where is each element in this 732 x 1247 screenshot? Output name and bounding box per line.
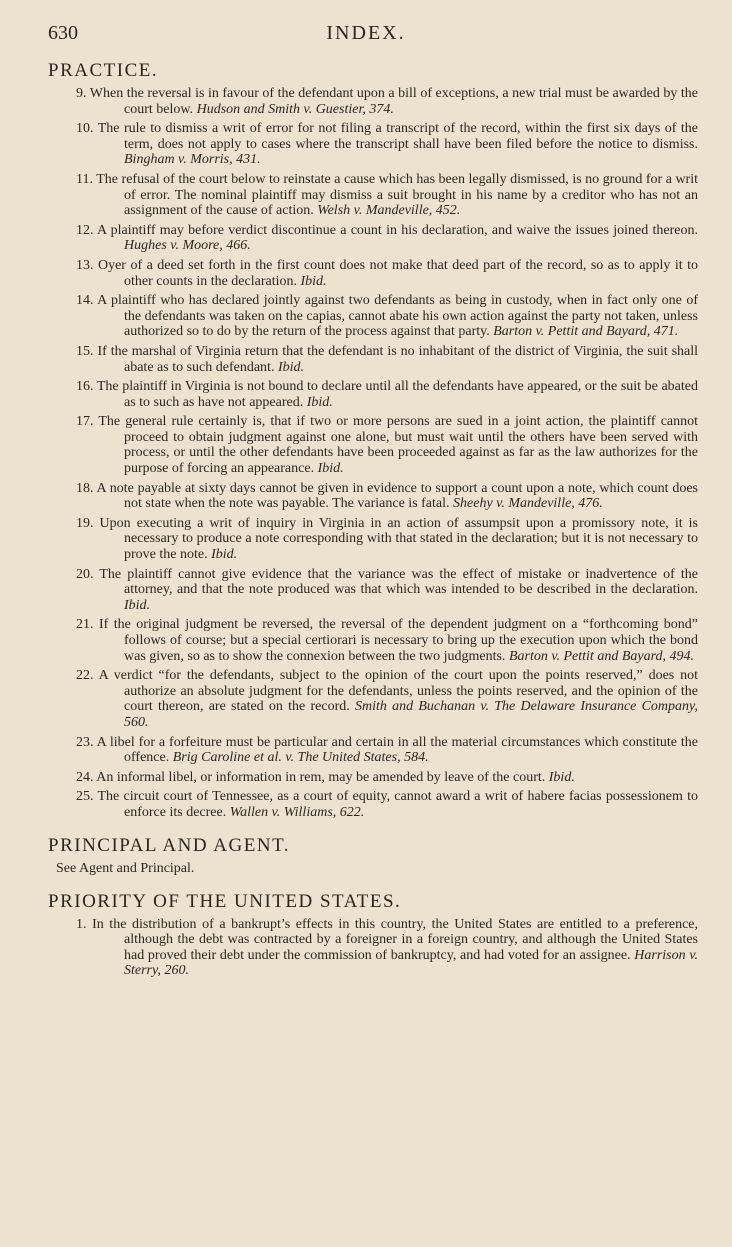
entry-citation: Ibid. [317, 461, 344, 477]
entry-citation: Wallen v. Williams, 622. [229, 804, 365, 820]
index-entry [48, 121, 698, 168]
page-number: 630 [48, 22, 78, 44]
entry-text: Upon executing a writ of inquiry in Virginia in an action of assumpsit upon a promissory note, it is necessary to produce a note corresponding with that stated in the declaration; but it is not necessary to prove the note. [99, 515, 699, 563]
entry-citation: Brig Caroline et al. v. The United States, 584. [172, 750, 429, 766]
index-entry [48, 735, 698, 766]
entry-text: Oyer of a deed set forth in the first count does not make that deed part of the record, so as to apply it to other counts in the declaration. [97, 257, 698, 289]
entry-citation: Ibid. [277, 359, 305, 375]
entry-citation: Ibid. [211, 547, 238, 563]
entry-citation: Hughes v. Moore, 466. [124, 238, 251, 254]
entry-number: 11. [76, 171, 93, 187]
entry-citation: Bingham v. Morris, 431. [124, 152, 261, 168]
entry-text: When the reversal is in favour of the defendant upon a bill of exceptions, a new trial must be awarded by the court below. [89, 86, 699, 117]
entry-number: 24. [76, 769, 94, 785]
entry-number: 25. [76, 789, 94, 805]
entry-number: 16. [76, 379, 94, 395]
entry-number: 9. [76, 86, 87, 101]
entry-citation: Hudson and Smith v. Guestier, 374. [196, 101, 394, 117]
entry-number: 1. [76, 916, 87, 932]
entry-number: 13. [76, 257, 94, 273]
entry-citation: Ibid. [306, 394, 333, 410]
index-entry [48, 414, 698, 476]
entry-citation: Barton v. Pettit and Bayard, 494. [508, 648, 695, 664]
index-entry [48, 86, 698, 117]
entry-number: 19. [76, 515, 94, 531]
entry-number: 18. [76, 480, 94, 496]
entry-text: If the original judgment be reversed, the reversal of the dependent judgment on a “forthcoming bond” follows of course; but a special certiorari is necessary to bring up the execution upon which the bond was given, so as to show the connexion between the two judgments. [98, 617, 699, 664]
index-entry [48, 770, 698, 786]
index-entry [48, 617, 698, 664]
entry-number: 17. [76, 414, 94, 430]
entry-citation: Barton v. Pettit and Bayard, 471. [493, 324, 679, 340]
entry-text: A plaintiff may before verdict discontinue a count in his declaration, and waive the issues joined thereon. [97, 222, 698, 238]
section-heading: PRINCIPAL AND AGENT. [48, 834, 291, 856]
index-entry [48, 258, 698, 289]
entry-citation: Ibid. [548, 769, 575, 785]
entry-citation: Harrison v. Sterry, 260. [124, 947, 698, 979]
entry-text: A libel for a forfeiture must be particular and certain in all the material circumstances which constitute the offence. [96, 734, 698, 766]
index-entry [48, 293, 698, 340]
entry-number: 22. [76, 668, 94, 684]
entry-text: The rule to dismiss a writ of error for not filing a transcript of the record, within the first six days of the term, does not apply to cases where the transcript shall have been filed before the notice to dismiss. [97, 121, 698, 152]
index-content [48, 60, 698, 983]
index-entry [48, 789, 698, 820]
entry-text: If the marshal of Virginia return that the defendant is no inhabitant of the district of Virginia, the suit shall abate as to such defendant. [97, 343, 699, 375]
cross-reference: See Agent and Principal. [56, 860, 195, 876]
entry-number: 23. [76, 734, 94, 750]
entry-citation: Ibid. [300, 273, 327, 289]
entry-text: The circuit court of Tennessee, as a court of equity, cannot award a writ of habere facias possessionem to enforce its decree. [97, 789, 699, 820]
index-entry [48, 481, 698, 512]
entry-citation: Sheehy v. Mandeville, 476. [453, 496, 603, 512]
entry-number: 10. [76, 121, 94, 137]
entry-text: The general rule certainly is, that if two or more persons are sued in a joint action, the plaintiff cannot proceed to obtain judgment against one alone, but must wait until the others have been served with process, or until the other defendants have been proceeded against as far as the law authorizes for the purpose of forcing an appearance. [98, 414, 699, 477]
index-entry [48, 172, 698, 219]
running-title: INDEX. [326, 22, 406, 44]
entry-text: A verdict “for the defendants, subject to the opinion of the court upon the points reserved,” does not authorize an absolute judgment for the defendants, unless the points reserved, and the opinion of the court thereon, are stated on the record. [98, 668, 698, 715]
running-header [48, 22, 684, 48]
entry-text: In the distribution of a bankrupt’s effects in this country, the United States are entitled to a preference, although the debt was contracted by a foreigner in a foreign country, and although the United States had proved their debt under the commission of bankruptcy, and had voted for an assignee. [92, 916, 699, 963]
section-heading: PRIORITY OF THE UNITED STATES. [48, 890, 402, 912]
entry-number: 12. [76, 222, 94, 238]
index-entry [48, 223, 698, 254]
section-heading: PRACTICE. [48, 60, 159, 81]
entry-citation: Welsh v. Mandeville, 452. [317, 203, 461, 219]
entry-text: A note payable at sixty days cannot be given in evidence to support a count upon a note, which count does not state when the note was payable. The variance is fatal. [96, 480, 698, 512]
entry-text: The plaintiff cannot give evidence that the variance was the effect of mistake or inadvertence of the attorney, and that the note produced was that which was intended to be described in the declaration. [99, 566, 698, 598]
entry-text: An informal libel, or information in rem, may be amended by leave of the court. [96, 769, 546, 785]
index-entry [48, 344, 698, 375]
entry-citation: Ibid. [124, 597, 151, 613]
index-entry [48, 516, 698, 563]
entry-text: The plaintiff in Virginia is not bound to declare until all the defendants have appeared, or the suit be abated as to such as have not appeared. [96, 379, 698, 410]
entry-citation: Smith and Buchanan v. The Delaware Insurance Company, 560. [124, 699, 698, 730]
entry-number: 21. [76, 617, 94, 633]
entry-number: 14. [76, 293, 94, 309]
index-entry [48, 567, 698, 614]
entry-text: A plaintiff who has declared jointly against two defendants as being in custody, when in fact only one of the defendants was taken on the capias, cannot abate his own action against the party not taken, unless authorized so to do by the return of the process against that party. [97, 293, 698, 340]
index-entry [48, 917, 698, 979]
entry-number: 20. [76, 566, 94, 582]
entry-text: The refusal of the court below to reinstate a cause which has been legally dismissed, is no ground for a writ of error. The nominal plaintiff may dismiss a suit brought in his name by a creditor who has not an assignment of the cause of action. [96, 171, 698, 219]
index-entry [48, 668, 698, 730]
entry-number: 15. [76, 343, 94, 359]
index-entry [48, 379, 698, 410]
